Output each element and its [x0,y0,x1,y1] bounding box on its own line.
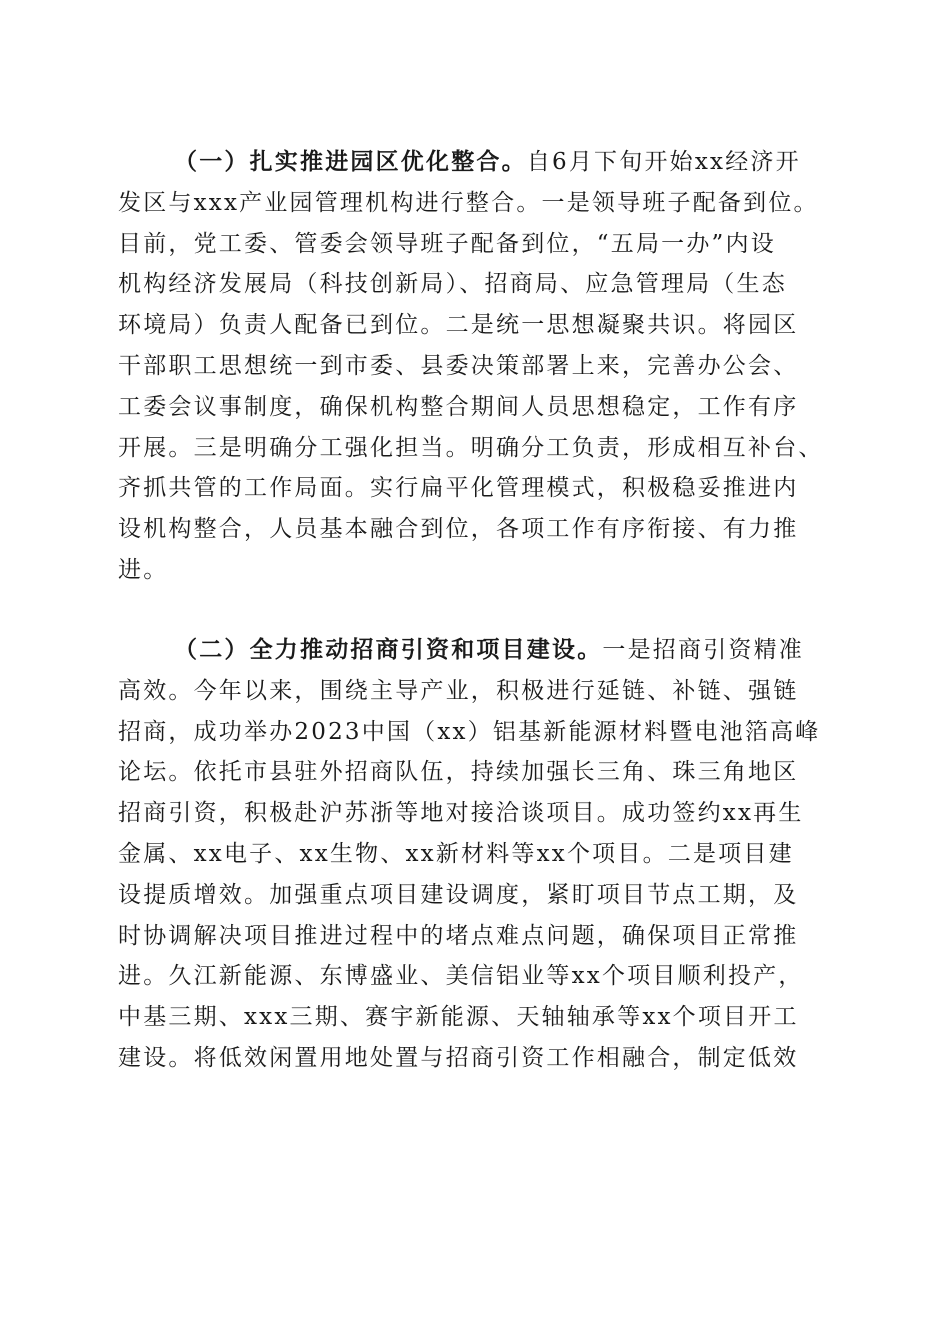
paragraph-line: 齐抓共管的工作局面。实行扁平化管理模式，积极稳妥推进内 [118,475,799,502]
paragraph-investment-projects [118,630,836,1079]
paragraph-line: 设提质增效。加强重点项目建设调度，紧盯项目节点工期，及 [118,881,799,908]
paragraph-line: 论坛。依托市县驻外招商队伍，持续加强长三角、珠三角地区 [118,759,799,786]
paragraph-line: 进。久江新能源、东博盛业、美信铝业等xx个项目顺利投产， [118,963,804,990]
section-heading: （一）扎实推进园区优化整合。 [174,148,527,175]
paragraph-line: 开展。三是明确分工强化担当。明确分工负责，形成相互补台、 [118,434,824,461]
paragraph-line: 招商引资，积极赴沪苏浙等地对接洽谈项目。成功签约xx再生 [118,800,804,827]
paragraph-line: 环境局）负责人配备已到位。二是统一思想凝聚共识。将园区 [118,312,799,339]
paragraph-line: 发区与xxx产业园管理机构进行整合。一是领导班子配备到位。 [118,189,819,216]
paragraph-line: （一）扎实推进园区优化整合。自6月下旬开始xx经济开 [174,148,801,175]
paragraph-line: 设机构整合，人员基本融合到位，各项工作有序衔接、有力推 [118,516,799,543]
paragraph-line: 目前，党工委、管委会领导班子配备到位，“五局一办”内设 [118,230,776,257]
paragraph-line: 高效。今年以来，围绕主导产业，积极进行延链、补链、强链 [118,677,799,704]
paragraph-line: 机构经济发展局（科技创新局）、招商局、应急管理局（生态 [118,271,787,298]
paragraph-line: 进。 [118,556,169,583]
paragraph-line: 金属、xx电子、xx生物、xx新材料等xx个项目。二是项目建 [118,840,794,867]
paragraph-line: 中基三期、xxx三期、赛宇新能源、天轴轴承等xx个项目开工 [118,1004,799,1031]
paragraph-line: 时协调解决项目推进过程中的堵点难点问题，确保项目正常推 [118,922,799,949]
paragraph-line: （二）全力推动招商引资和项目建设。一是招商引资精准 [174,636,805,663]
paragraph-line: 建设。将低效闲置用地处置与招商引资工作相融合，制定低效 [118,1044,799,1071]
paragraph-line: 工委会议事制度，确保机构整合期间人员思想稳定，工作有序 [118,393,799,420]
section-heading: （二）全力推动招商引资和项目建设。 [174,636,603,663]
paragraph-line: 招商，成功举办2023中国（xx）铝基新能源材料暨电池箔高峰 [118,718,821,745]
paragraph-line: 干部职工思想统一到市委、县委决策部署上来，完善办公会、 [118,352,799,379]
paragraph-park-integration [118,142,836,591]
